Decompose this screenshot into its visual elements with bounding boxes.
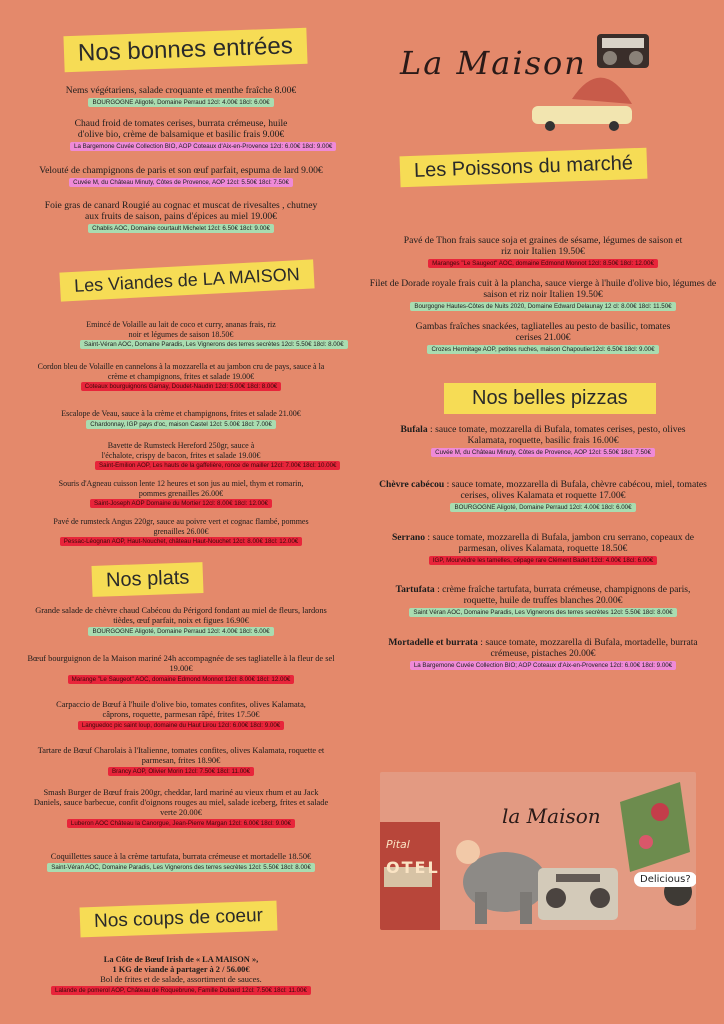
item-text: Gambas fraîches snackées, tagliatelles au pesto de basilic, tomates cerises 21.00€ — [415, 321, 671, 343]
item-name: Serrano — [391, 532, 425, 543]
item-name: Bufala — [400, 424, 428, 435]
wine-pairing: Crozes Hermitage AOP, petites ruches, maison Chapoutier12cl: 6.50€ 18cl: 9.00€ — [427, 345, 658, 354]
menu-item — [0, 479, 362, 508]
wine-pairing: Brancy AOP, Olivier Morin 12cl: 7.50€ 18cl: 11.00€ — [108, 767, 254, 776]
menu-item — [0, 200, 362, 233]
wine-pairing: La Bargemone Cuvée Collection BIO, AOP Coteaux d'Aix-en-Provence 12cl: 6.00€ 18cl: 9.00€ — [70, 142, 336, 151]
item-text: : sauce tomate, mozzarella di Bufala, tomates cerises, pesto, olives Kalamata, roquette, basilic frais 16.00€ — [427, 424, 686, 446]
menu-item — [362, 278, 724, 311]
item-text: : sauce tomate, mozzarella di Bufala, jambon cru serrano, copeaux de parmesan, olives Kalamata, roquette 18.50€ — [425, 532, 695, 554]
item-text: Souris d'Agneau cuisson lente 12 heures et son jus au miel, thym et romarin, pommes grenailles 26.00€ — [58, 479, 304, 498]
item-text: Nems végétariens, salade croquante et menthe fraîche 8.00€ — [65, 85, 297, 96]
wine-pairing: Coteaux bourguignons Gamay, Doudet-Naudin 12cl: 5.00€ 18cl: 8.00€ — [81, 382, 282, 391]
section-title-plats: Nos plats — [91, 562, 203, 597]
menu-item — [0, 165, 362, 187]
wine-pairing: Saint-Emilion AOP, Les hauts de la gaffelière, ronce de mailler 12cl: 7.00€ 18cl: 10.00€ — [95, 461, 340, 470]
wine-pairing: Languedoc pic saint loup, domaine du Haut Lirou 12cl: 6.00€ 18cl: 9.00€ — [78, 721, 284, 730]
item-text: Pavé de Thon frais sauce soja et graines de sésame, légumes de saison et riz noir Italien 19.50€ — [403, 235, 683, 257]
wine-pairing: Cuvée M, du Château Minuty, Côtes de Provence, AOP 12cl: 5.50€ 18cl: 7.50€ — [69, 178, 293, 187]
item-text: Bœuf bourguignon de la Maison mariné 24h accompagnée de ses tagliatelle à la fleur de sel 19.00€ — [27, 654, 335, 673]
collage-sign-2: OTEL — [386, 858, 440, 877]
menu-item — [0, 441, 362, 470]
coeur-line-3: Bol de frites et de salade, assortiment de sauces. — [100, 975, 262, 984]
item-name: Chèvre cabécou — [379, 479, 445, 490]
wine-pairing: Chablis AOC, Domaine courtault Michelet 12cl: 6.50€ 18cl: 9.00€ — [88, 224, 274, 233]
menu-item — [362, 637, 724, 670]
menu-item — [0, 85, 362, 107]
wine-pairing: BOURGOGNE Aligoté, Domaine Perraud 12cl: 4.00€ 18cl: 6.00€ — [450, 503, 635, 512]
collage-bubble: Delicious? — [634, 872, 696, 887]
item-name: Tartufata — [395, 584, 435, 595]
wine-pairing: Saint-Véran AOC, Domaine Paradis, Les Vignerons des terres secrètes 12cl: 5.50€ 18cl: 8.00€ — [47, 863, 315, 872]
item-text: Smash Burger de Bœuf frais 200gr, cheddar, lard mariné au vieux rhum et au Jack Daniels, sauce barbecue, confit d'oignons rouges au miel, salade iceberg, frites et salade verte 20.00€ — [33, 788, 329, 817]
item-text: Cordon bleu de Volaille en cannelons à la mozzarella et au jambon cru de pays, sauce à la crème et champignons, frites et salade 19.00€ — [37, 362, 325, 381]
menu-item — [0, 409, 362, 429]
item-text: Emincé de Volaille au lait de coco et curry, ananas frais, riz noir et légumes de saison 18.50€ — [86, 320, 276, 339]
menu-item — [0, 118, 362, 151]
item-text: Tartare de Bœuf Charolais à l'Italienne, tomates confites, olives Kalamata, roquette et parmesan, frites 18.90€ — [37, 746, 325, 765]
wine-pairing: BOURGOGNE Aligoté, Domaine Perraud 12cl: 4.00€ 18cl: 6.00€ — [88, 627, 273, 636]
section-title-pizzas: Nos belles pizzas — [444, 383, 656, 414]
menu-item — [0, 362, 362, 391]
menu-item — [0, 788, 362, 828]
menu-item — [0, 654, 362, 684]
section-title-poissons: Les Poissons du marché — [400, 148, 648, 188]
collage-art — [380, 772, 696, 930]
wine-pairing: Maranges "Le Saugeot" AOC, domaine Edmond Monnot 12cl: 8.50€ 18cl: 12.00€ — [428, 259, 658, 268]
collage-image — [380, 772, 696, 930]
item-text: Velouté de champignons de paris et son œuf parfait, espuma de lard 9.00€ — [39, 165, 323, 176]
menu-item — [362, 321, 724, 354]
wine-pairing: Cuvée M, du Château Minuty, Côtes de Provence, AOP 12cl: 5.50€ 18cl: 7.50€ — [431, 448, 655, 457]
menu-item — [0, 517, 362, 546]
item-text: Filet de Dorade royale frais cuit à la plancha, sauce vierge à l'huile d'olive bio, légumes de saison et riz noir Italien 19.50€ — [369, 278, 717, 300]
wine-pairing: Saint Véran AOC, Domaine Paradis, Les Vignerons des terres secrètes 12cl: 5.50€ 18cl: 8.00€ — [409, 608, 676, 617]
wine-pairing: Pessac-Léognan AOP, Haut-Nouchet, château Haut-Nouchet 12cl: 8.00€ 18cl: 12.00€ — [60, 537, 302, 546]
menu-item — [0, 606, 362, 636]
wine-pairing: Bourgogne Hautes-Côtes de Nuits 2020, Domaine Edward Delaunay 12 cl: 8.00€ 18cl: 11.50€ — [410, 302, 675, 311]
coeur-line-1: La Côte de Bœuf Irish de « LA MAISON », — [103, 955, 259, 964]
section-title-coeur: Nos coups de coeur — [80, 901, 278, 938]
wine-pairing: Saint-Joseph AOP Domaine du Mortier 12cl: 8.00€ 18cl: 12.00€ — [90, 499, 272, 508]
item-name: Mortadelle et burrata — [388, 637, 478, 648]
item-text: Pavé de rumsteck Angus 220gr, sauce au poivre vert et cognac flambé, pommes grenailles 26.00€ — [53, 517, 309, 536]
item-text: : sauce tomate, mozzarella di Bufala, mortadelle, burrata crémeuse, pistaches 20.00€ — [477, 637, 698, 659]
logo-text: La Maison — [400, 44, 587, 82]
menu-item — [362, 479, 724, 512]
collage-logo-text: la Maison — [502, 804, 601, 828]
wine-pairing: IGP, Mourvèdre les tamelles, cépage rare Clément Badet 12cl: 4.00€ 18cl: 6.00€ — [429, 556, 657, 565]
coeur-line-2: 1 KG de viande à partager à 2 / 56.00€ — [112, 965, 250, 974]
item-text: Bavette de Rumsteck Hereford 250gr, sauce à l'échalote, crispy de bacon, frites et salade 19.00€ — [101, 441, 261, 460]
menu-item — [0, 746, 362, 776]
wine-pairing: Chardonnay, IGP pays d'oc, maison Castel 12cl: 5.00€ 18cl: 7.00€ — [86, 420, 276, 429]
item-text: Foie gras de canard Rougié au cognac et muscat de rivesaltes , chutney aux fruits de saison, pains d'épices au miel 19.00€ — [44, 200, 318, 222]
menu-item — [362, 584, 724, 617]
wine-pairing: Saint-Véran AOC, Domaine Paradis, Les Vignerons des terres secrètes 12cl: 5.50€ 18cl: 8.00€ — [80, 340, 348, 349]
wine-pairing: La Bargemone Cuvée Collection BIO; AOP Coteaux d'Aix-en-Provence 12cl: 6.00€ 18cl: 9.00€ — [410, 661, 676, 670]
coup-de-coeur — [0, 955, 362, 995]
section-title-entrees: Nos bonnes entrées — [63, 28, 307, 72]
menu-item — [0, 700, 362, 730]
la-maison-logo — [392, 14, 692, 139]
item-text: Grande salade de chèvre chaud Cabécou du Périgord fondant au miel de fleurs, lardons tièdes, œuf parfait, noix et figues 16.90€ — [35, 606, 327, 625]
item-text: : sauce tomate, mozzarella di Bufala, chèvre cabécou, miel, tomates cerises, olives Kalamata et roquette 17.00€ — [444, 479, 707, 501]
menu-item — [362, 424, 724, 457]
item-text: : crème fraîche tartufata, burrata crémeuse, champignons de paris, roquette, huile de truffes blanches 20.00€ — [434, 584, 691, 606]
item-text: Carpaccio de Bœuf à l'huile d'olive bio, tomates confites, olives Kalamata, câprons, roquette, parmesan râpé, frites 17.50€ — [56, 700, 306, 719]
wine-pairing: Marange "Le Saugeot" AOC, domaine Edmond Monnot 12cl: 8.00€ 18cl: 12.00€ — [68, 675, 295, 684]
collage-sign-1: Pital — [386, 838, 410, 851]
menu-item — [0, 320, 362, 349]
item-text: Escalope de Veau, sauce à la crème et champignons, frites et salade 21.00€ — [61, 409, 301, 418]
menu-item — [0, 852, 362, 872]
wine-pairing: Luberon AOC Château la Canorgue, Jean-Pierre Margan 12cl: 6.00€ 18cl: 9.00€ — [67, 819, 295, 828]
menu-item — [362, 235, 724, 268]
section-title-viandes: Les Viandes de LA MAISON — [59, 259, 314, 301]
wine-pairing: Lalande de pomerol AOP, Château de Roquebrune, Famille Dubard 12cl: 7.50€ 18cl: 11.00€ — [51, 986, 311, 995]
item-text: Chaud froid de tomates cerises, burrata crémeuse, huile d'olive bio, crème de balsamique et basilic frais 9.00€ — [74, 118, 288, 140]
item-text: Coquillettes sauce à la crème tartufata, burrata crémeuse et mortadelle 18.50€ — [50, 852, 312, 861]
wine-pairing: BOURGOGNE Aligoté, Domaine Perraud 12cl: 4.00€ 18cl: 6.00€ — [88, 98, 273, 107]
menu-item — [362, 532, 724, 565]
